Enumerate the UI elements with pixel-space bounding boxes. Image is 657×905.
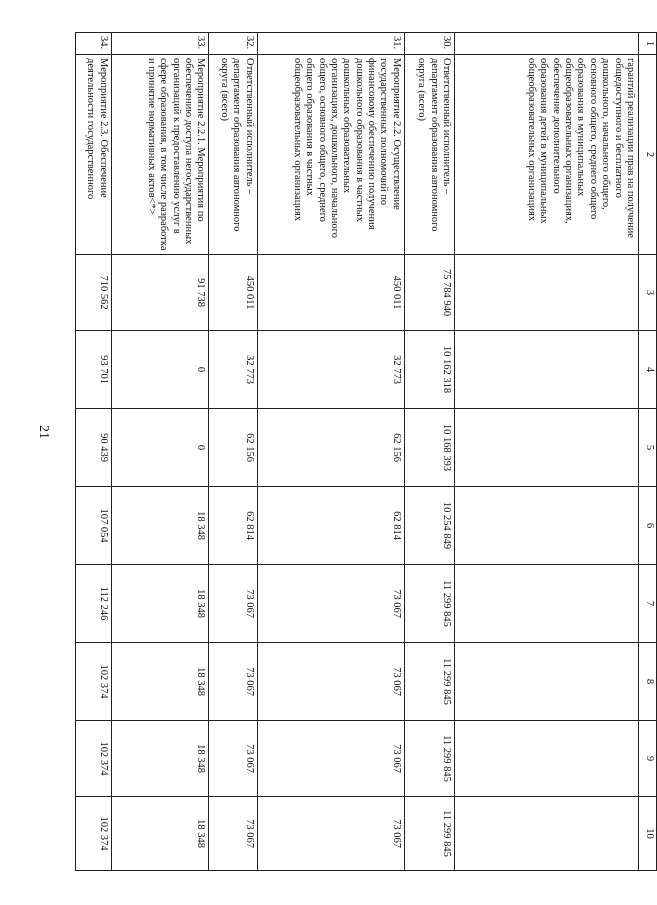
- cell-value: 107 054: [76, 487, 112, 565]
- cell-value: 18 348: [111, 565, 209, 643]
- cell-value: [455, 331, 639, 409]
- cell-value: 73 067: [257, 565, 404, 643]
- cell-value: 0: [111, 409, 209, 487]
- row-number: 30.: [404, 33, 454, 55]
- row-number: 31.: [257, 33, 404, 55]
- cell-value: 32 773: [209, 331, 257, 409]
- cell-value: 0: [111, 331, 209, 409]
- cell-value: 75 784 940: [404, 255, 454, 331]
- table-row: [111, 33, 209, 871]
- cell-value: 11 299 845: [404, 643, 454, 721]
- row-name: Мероприятие 2.3. Обеспечение деятельности государственного: [76, 55, 112, 255]
- table-row: [209, 33, 257, 871]
- cell-value: 73 067: [209, 797, 257, 871]
- cell-value: 73 067: [257, 797, 404, 871]
- cell-value: 18 348: [111, 487, 209, 565]
- cell-value: 62 156: [209, 409, 257, 487]
- cell-value: [455, 487, 639, 565]
- cell-value: 73 067: [257, 721, 404, 797]
- column-header: 10: [639, 797, 657, 871]
- table-wrapper: [75, 32, 657, 870]
- cell-value: 10 162 318: [404, 331, 454, 409]
- table-row: [404, 33, 454, 871]
- cell-value: 18 348: [111, 721, 209, 797]
- cell-value: 102 374: [76, 643, 112, 721]
- column-header: 8: [639, 643, 657, 721]
- cell-value: 93 701: [76, 331, 112, 409]
- cell-value: 90 439: [76, 409, 112, 487]
- cell-value: 73 067: [209, 643, 257, 721]
- cell-value: 62 814: [209, 487, 257, 565]
- cell-value: 73 067: [209, 721, 257, 797]
- row-number: [455, 33, 639, 55]
- cell-value: 73 067: [209, 565, 257, 643]
- row-name: Мероприятие 2.2. Осуществление государственных полномочий по финансовому обеспечению получения дошкольного образования в частных дошкольных образовательных организациях, дошкольного, начального общего, основного общего, среднего общего образования в частных общеобразовательных организациях: [257, 55, 404, 255]
- cell-value: 62 156: [257, 409, 404, 487]
- cell-value: [455, 255, 639, 331]
- cell-value: 73 067: [257, 643, 404, 721]
- cell-value: 10 254 849: [404, 487, 454, 565]
- cell-value: 450 011: [257, 255, 404, 331]
- column-header: 3: [639, 255, 657, 331]
- row-name: Ответственный исполнитель – департамент образования автономного округа (всего): [404, 55, 454, 255]
- cell-value: [455, 409, 639, 487]
- row-name: гарантий реализации прав на получение общедоступного и бесплатного дошкольного, начального общего, основного общего, среднего общего образования в муниципальных общеобразовательных организациях, обеспечение дополнительного образования детей в муниципальных общеобразовательных организациях: [455, 55, 639, 255]
- row-name: Ответственный исполнитель – департамент образования автономного округа (всего): [209, 55, 257, 255]
- column-header: 6: [639, 487, 657, 565]
- rotated-table-area: [75, 32, 657, 870]
- page-number: 21: [36, 425, 51, 439]
- column-header: 4: [639, 331, 657, 409]
- cell-value: 102 374: [76, 797, 112, 871]
- row-number: 33.: [111, 33, 209, 55]
- row-number: 32.: [209, 33, 257, 55]
- cell-value: 32 773: [257, 331, 404, 409]
- budget-table: [75, 32, 657, 871]
- row-number: 34.: [76, 33, 112, 55]
- cell-value: 91 738: [111, 255, 209, 331]
- column-header: 9: [639, 721, 657, 797]
- cell-value: [455, 797, 639, 871]
- cell-value: 62 814: [257, 487, 404, 565]
- table-row: [257, 33, 404, 871]
- column-header: 1: [639, 33, 657, 55]
- column-header: 2: [639, 55, 657, 255]
- cell-value: 10 168 393: [404, 409, 454, 487]
- cell-value: 18 348: [111, 797, 209, 871]
- cell-value: 11 299 845: [404, 797, 454, 871]
- header-row: [639, 33, 657, 871]
- cell-value: [455, 721, 639, 797]
- column-header: 5: [639, 409, 657, 487]
- column-header: 7: [639, 565, 657, 643]
- cell-value: 450 011: [209, 255, 257, 331]
- cell-value: 11 299 845: [404, 565, 454, 643]
- row-name: Мероприятие 2.2.1. Мероприятия по обеспечению доступа негосударственных организаций к предоставлению услуг в сфере образования, в том числе разработка и принятие нормативных актов<*>: [111, 55, 209, 255]
- cell-value: [455, 643, 639, 721]
- cell-value: [455, 565, 639, 643]
- cell-value: 18 348: [111, 643, 209, 721]
- table-row: [455, 33, 639, 871]
- cell-value: 112 246: [76, 565, 112, 643]
- cell-value: 102 374: [76, 721, 112, 797]
- cell-value: 11 299 845: [404, 721, 454, 797]
- cell-value: 710 562: [76, 255, 112, 331]
- table-row: [76, 33, 112, 871]
